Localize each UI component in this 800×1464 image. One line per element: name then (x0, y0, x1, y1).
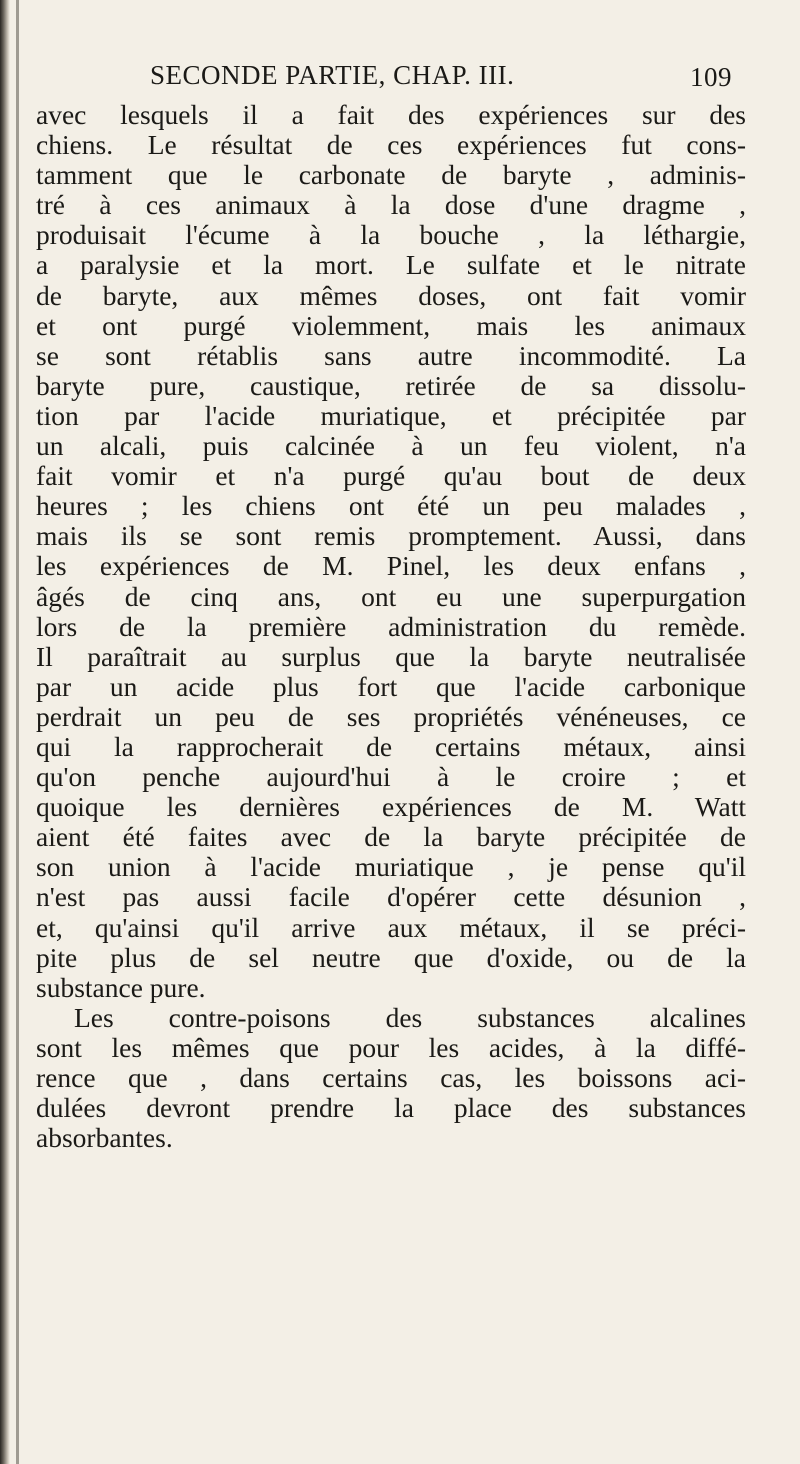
text-line: tamment que le carbonate de baryte , adminis- (36, 159, 746, 191)
text-line: qui la rapprocherait de certains métaux, ainsi (36, 730, 746, 762)
page-binding-shadow (16, 0, 19, 1464)
text-line: et, qu'ainsi qu'il arrive aux métaux, il se préci- (36, 911, 746, 943)
text-line: aient été faites avec de la baryte précipitée de (36, 821, 746, 853)
page-binding-edge (0, 0, 10, 1464)
page-number: 109 (690, 62, 732, 92)
text-line: pite plus de sel neutre que d'oxide, ou de la (36, 941, 746, 973)
text-line: baryte pure, caustique, retirée de sa dissolu- (36, 369, 746, 401)
text-line: par un acide plus fort que l'acide carbonique (36, 670, 746, 702)
text-line: chiens. Le résultat de ces expériences fut cons- (36, 129, 746, 161)
text-line: rence que , dans certains cas, les boissons aci- (36, 1062, 746, 1093)
running-header (150, 60, 750, 91)
text-line: fait vomir et n'a purgé qu'au bout de deux (36, 460, 746, 492)
text-line: de baryte, aux mêmes doses, ont fait vomir (36, 279, 746, 311)
text-line: tré à ces animaux à la dose d'une dragme , (36, 189, 746, 221)
text-line: les expériences de M. Pinel, les deux enfans , (36, 550, 746, 582)
text-line: dulées devront prendre la place des substances (36, 1092, 746, 1124)
text-line: qu'on penche aujourd'hui à le croire ; et (36, 761, 746, 793)
text-line: a paralysie et la mort. Le sulfate et le nitrate (36, 249, 746, 281)
text-line: quoique les dernières expériences de M. Watt (36, 791, 746, 823)
running-title: SECONDE PARTIE, CHAP. III. (150, 60, 515, 90)
text-line: tion par l'acide muriatique, et précipitée par (36, 399, 746, 431)
text-line: absorbantes. (36, 1122, 173, 1154)
text-line: mais ils se sont remis promptement. Aussi, dans (36, 520, 746, 552)
text-line: son union à l'acide muriatique , je pense qu'il (36, 851, 746, 883)
text-line: n'est pas aussi facile d'opérer cette désunion , (36, 881, 746, 913)
text-line: produisait l'écume à la bouche , la léthargie, (36, 219, 746, 251)
text-line: avec lesquels il a fait des expériences sur des (36, 99, 746, 130)
text-line: un alcali, puis calcinée à un feu violent, n'a (36, 430, 746, 462)
text-line: substance pure. (36, 971, 206, 1003)
body-text (36, 100, 746, 1153)
text-line: se sont rétablis sans autre incommodité. La (36, 339, 746, 371)
text-line: Il paraîtrait au surplus que la baryte neutralisée (36, 640, 746, 672)
text-line: âgés de cinq ans, ont eu une superpurgation (36, 580, 746, 612)
text-line: et ont purgé violemment, mais les animaux (36, 309, 746, 341)
text-line: Les contre-poisons des substances alcalines (74, 1001, 746, 1033)
text-line: sont les mêmes que pour les acides, à la diffé- (36, 1031, 746, 1063)
text-line: perdrait un peu de ses propriétés vénéneuses, ce (36, 700, 746, 732)
text-line: lors de la première administration du remède. (36, 610, 746, 642)
text-line: heures ; les chiens ont été un peu malades , (36, 490, 746, 522)
